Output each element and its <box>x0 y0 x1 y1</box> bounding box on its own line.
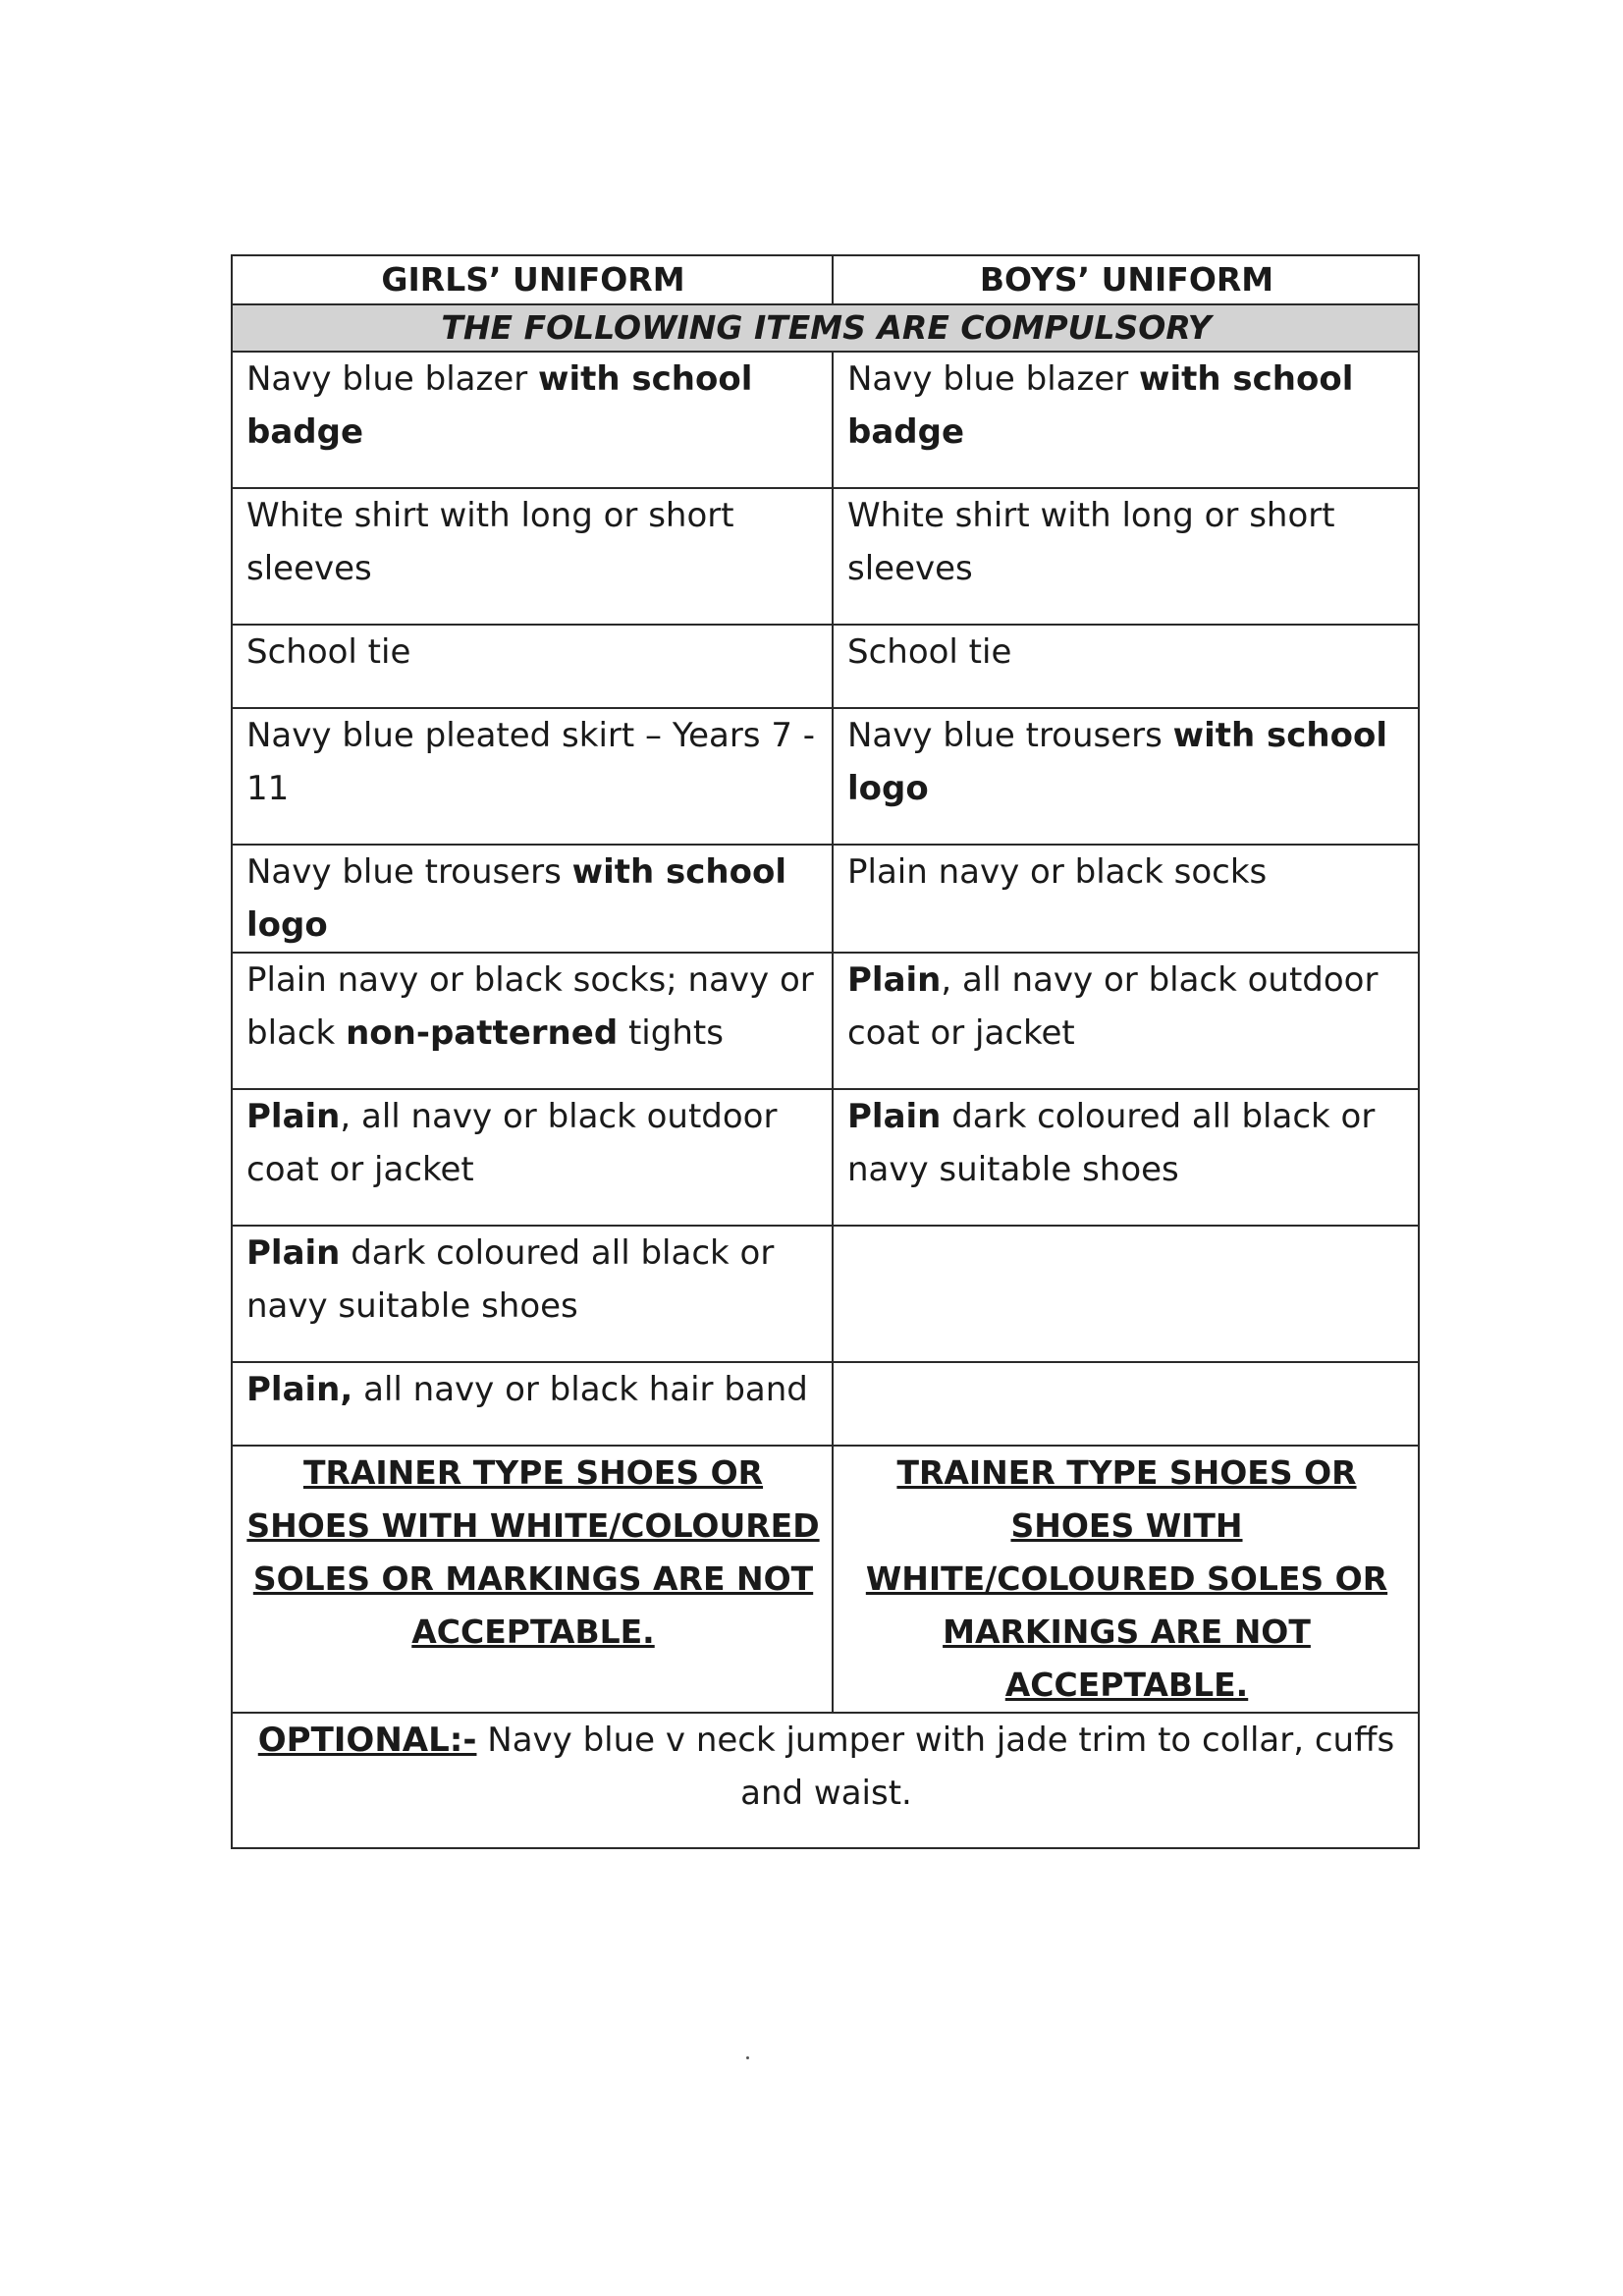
boys-item-cell <box>833 1362 1419 1446</box>
bold-text-run: non-patterned <box>346 1013 619 1053</box>
bold-text-run: Plain <box>246 1097 341 1136</box>
text-run: Plain navy or black socks; navy or black <box>246 960 814 1053</box>
girls-item-cell <box>232 953 833 1089</box>
shoe-warning-row <box>232 1446 1419 1713</box>
text-run: Navy blue pleated skirt – Years 7 - 11 <box>246 716 816 808</box>
table-header-row <box>232 255 1419 304</box>
text-run: , all navy or black outdoor coat or jacket <box>246 1097 778 1189</box>
optional-text: Navy blue v neck jumper with jade trim to collar, cuffs and waist. <box>476 1721 1395 1813</box>
text-run: all navy or black hair band <box>352 1370 808 1409</box>
boys-uniform-heading: BOYS’ UNIFORM <box>833 255 1419 304</box>
boys-item-cell <box>833 1226 1419 1362</box>
girls-item-cell <box>232 1089 833 1226</box>
boys-item-cell <box>833 708 1419 845</box>
optional-label: OPTIONAL:- <box>257 1721 477 1760</box>
table-row <box>232 1362 1419 1446</box>
boys-item-cell <box>833 1089 1419 1226</box>
table-row <box>232 1226 1419 1362</box>
girls-item-cell <box>232 625 833 708</box>
bold-text-run: Plain <box>847 960 942 1000</box>
bold-text-run: Plain <box>246 1233 341 1273</box>
girls-item-cell <box>232 708 833 845</box>
girls-item-cell <box>232 352 833 488</box>
bold-text-run: with school logo <box>847 716 1387 808</box>
boys-item-cell <box>833 352 1419 488</box>
compulsory-banner-row <box>232 304 1419 352</box>
table-row <box>232 1089 1419 1226</box>
girls-item-cell <box>232 1226 833 1362</box>
boys-item-cell <box>833 625 1419 708</box>
table-row <box>232 352 1419 488</box>
text-run: tights <box>618 1013 724 1053</box>
text-run: Plain navy or black socks <box>847 852 1268 892</box>
table-row <box>232 845 1419 953</box>
girls-uniform-heading: GIRLS’ UNIFORM <box>232 255 833 304</box>
bold-text-run: with school logo <box>246 852 786 945</box>
optional-row <box>232 1713 1419 1848</box>
text-run: White shirt with long or short sleeves <box>246 496 734 588</box>
boys-item-cell <box>833 488 1419 625</box>
bold-text-run: with school badge <box>246 359 753 452</box>
table-row <box>232 625 1419 708</box>
boys-item-cell <box>833 845 1419 953</box>
bold-text-run: Plain <box>847 1097 942 1136</box>
boys-item-cell <box>833 953 1419 1089</box>
text-run: dark coloured all black or navy suitable shoes <box>847 1097 1376 1189</box>
text-run: dark coloured all black or navy suitable shoes <box>246 1233 775 1326</box>
text-run: School tie <box>246 632 411 672</box>
scan-speck <box>746 2056 749 2059</box>
girls-item-cell <box>232 845 833 953</box>
text-run: Navy blue blazer <box>847 359 1140 399</box>
text-run: School tie <box>847 632 1012 672</box>
bold-text-run: Plain, <box>246 1370 353 1409</box>
text-run: Navy blue trousers <box>246 852 572 892</box>
table-row <box>232 488 1419 625</box>
bold-text-run: with school badge <box>847 359 1354 452</box>
table-row <box>232 953 1419 1089</box>
optional-cell <box>232 1713 1419 1848</box>
girls-item-cell <box>232 1362 833 1446</box>
girls-item-cell <box>232 488 833 625</box>
compulsory-banner: THE FOLLOWING ITEMS ARE COMPULSORY <box>232 304 1419 352</box>
text-run: Navy blue trousers <box>847 716 1173 755</box>
text-run: White shirt with long or short sleeves <box>847 496 1335 588</box>
boys-shoe-warning: TRAINER TYPE SHOES OR SHOES WITH WHITE/COLOURED SOLES OR MARKINGS ARE NOT ACCEPTABLE. <box>833 1446 1419 1713</box>
uniform-table <box>231 254 1420 1849</box>
text-run: , all navy or black outdoor coat or jacket <box>847 960 1379 1053</box>
text-run: Navy blue blazer <box>246 359 539 399</box>
table-row <box>232 708 1419 845</box>
girls-shoe-warning: TRAINER TYPE SHOES OR SHOES WITH WHITE/COLOURED SOLES OR MARKINGS ARE NOT ACCEPTABLE. <box>232 1446 833 1713</box>
